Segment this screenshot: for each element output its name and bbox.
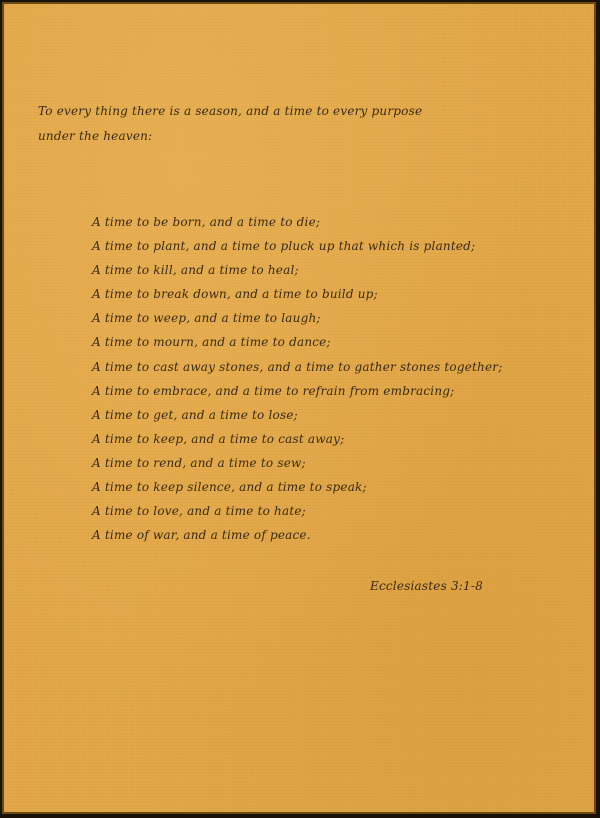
verse-line: A time to rend, and a time to sew;: [92, 455, 306, 470]
intro-line-1: To every thing there is a season, and a time to every purpose: [38, 104, 423, 118]
intro-passage: [38, 99, 458, 149]
verse-line: A time to get, and a time to lose;: [92, 407, 298, 422]
verse-line: A time to weep, and a time to laugh;: [92, 311, 321, 326]
verse-line: A time to be born, and a time to die;: [92, 215, 321, 229]
verse-line: A time to keep, and a time to cast away;: [92, 431, 345, 446]
verse-line: A time to love, and a time to hate;: [92, 504, 306, 519]
verse-line: A time to plant, and a time to pluck up that which is planted;: [92, 239, 476, 254]
verse-line: A time of war, and a time of peace.: [92, 528, 311, 543]
verse-line: A time to kill, and a time to heal;: [92, 263, 299, 278]
verse-line: A time to break down, and a time to build up;: [92, 287, 378, 302]
verse-list: [92, 210, 502, 547]
verse-line: A time to embrace, and a time to refrain from embracing;: [92, 383, 455, 398]
verse-line: A time to mourn, and a time to dance;: [92, 335, 331, 350]
verse-line: A time to cast away stones, and a time to gather stones together;: [92, 359, 503, 374]
intro-line-2: under the heaven:: [38, 129, 153, 143]
scripture-citation: Ecclesiastes 3:1-8: [370, 579, 483, 593]
verse-line: A time to keep silence, and a time to speak;: [92, 480, 367, 495]
parchment-page: [2, 2, 596, 814]
